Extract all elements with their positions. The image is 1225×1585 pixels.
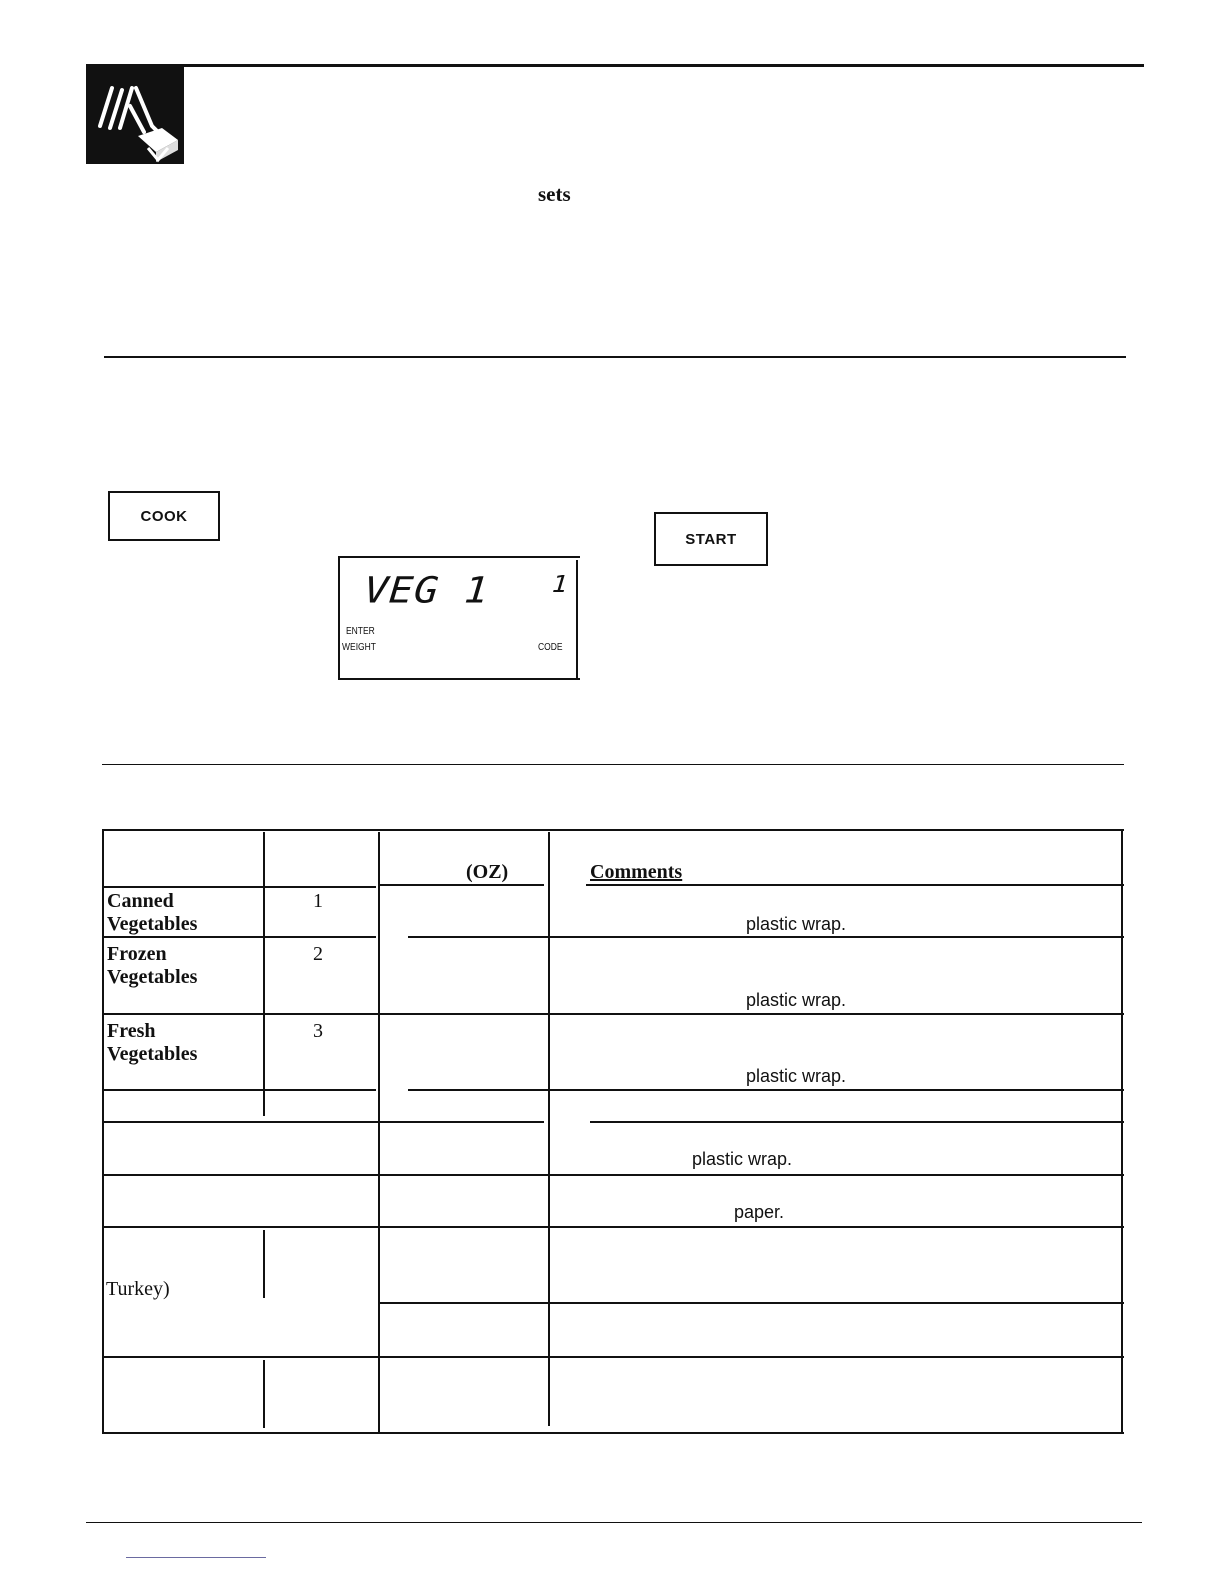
table-line (104, 936, 376, 938)
row-note: paper. (734, 1202, 785, 1222)
section-divider-1 (104, 356, 1126, 358)
col-line (263, 832, 265, 1116)
col-line (548, 832, 550, 1426)
col-line (263, 1230, 265, 1298)
row-name: Canned Vegetables (107, 890, 198, 935)
row-note: plastic wrap. (746, 1066, 847, 1086)
row-name: Frozen Vegetables (107, 943, 198, 988)
table-bottom (104, 1432, 1124, 1434)
cook-button[interactable]: COOK (108, 491, 220, 541)
table-right-edge (1121, 829, 1123, 1434)
table-line (104, 886, 376, 888)
footer-link-underline (126, 1557, 266, 1558)
table-line (104, 1121, 544, 1123)
table-line (408, 1089, 1124, 1091)
table-left-edge (102, 829, 104, 1434)
row-code: 1 (313, 890, 323, 912)
table-line (104, 1013, 1124, 1015)
table-line (408, 936, 1124, 938)
section-divider-2 (102, 764, 1124, 765)
row-name: Fresh Vegetables (107, 1020, 198, 1065)
row-code: 2 (313, 943, 323, 965)
col-line (378, 832, 380, 1434)
weight-label: WEIGHT (342, 642, 376, 653)
table-line (104, 1089, 376, 1091)
row-code: 3 (313, 1020, 323, 1042)
table-line (380, 884, 544, 886)
intro-word: sets (538, 182, 571, 206)
pressing-finger-icon (86, 66, 184, 164)
comments-header: Comments (590, 861, 683, 883)
footer-rule (86, 1522, 1142, 1523)
row-fragment: Turkey) (106, 1278, 170, 1300)
display-readout: VEG 1 (362, 570, 492, 612)
code-label: CODE (538, 642, 563, 653)
enter-label: ENTER (346, 626, 375, 637)
row-note: plastic wrap. (692, 1149, 793, 1169)
start-button[interactable]: START (654, 512, 768, 566)
table-top (102, 829, 1124, 831)
weight-header: (OZ) (466, 861, 509, 883)
table-line (586, 884, 1124, 886)
table-line (590, 1121, 1124, 1123)
lcd-display (338, 556, 580, 680)
table-line (380, 1302, 1124, 1304)
row-note: plastic wrap. (746, 914, 847, 934)
display-right-digit: 1 (550, 571, 570, 599)
row-note: plastic wrap. (746, 990, 847, 1010)
col-line (263, 1360, 265, 1428)
table-line (104, 1174, 1124, 1176)
header-rule (86, 64, 1144, 67)
lcd-edge (576, 560, 578, 678)
table-line (104, 1226, 1124, 1228)
table-line (104, 1356, 1124, 1358)
